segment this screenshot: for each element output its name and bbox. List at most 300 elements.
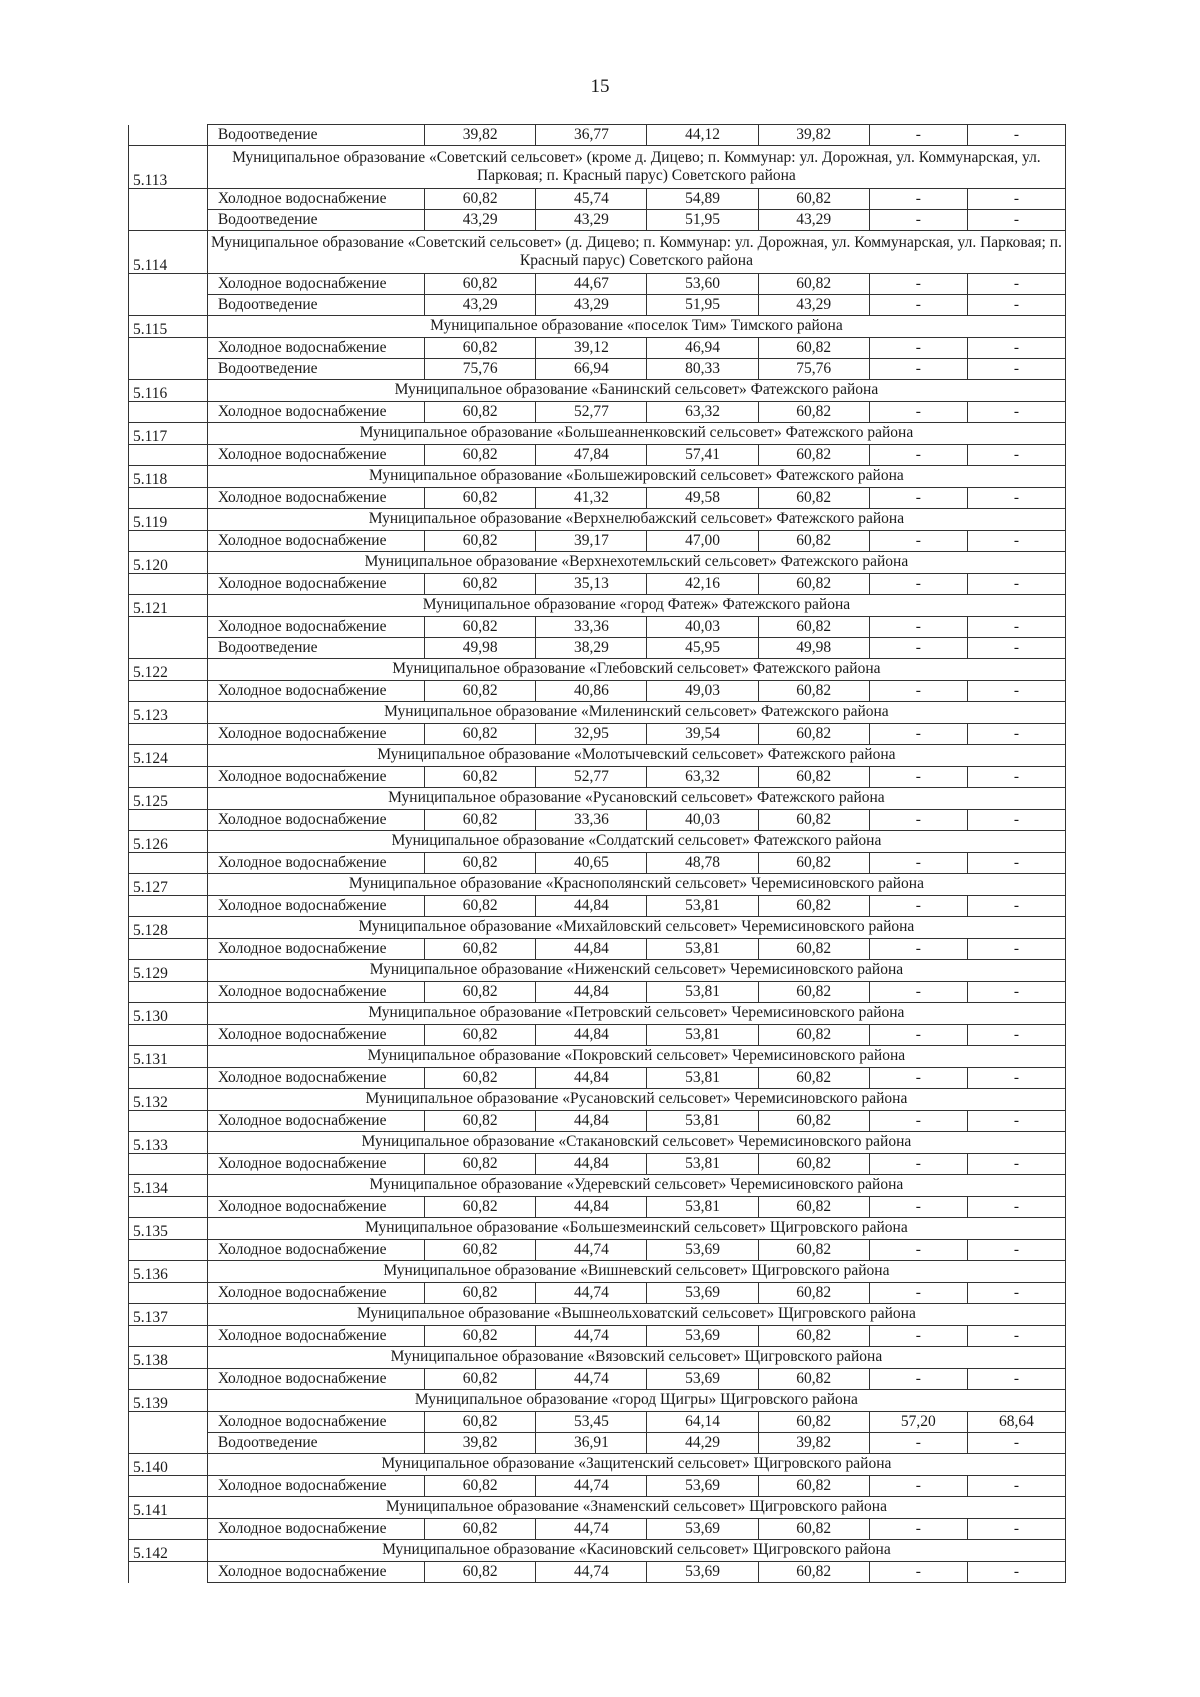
tariff-value-cell: - — [869, 1197, 967, 1218]
tariff-value-cell: 60,82 — [758, 1154, 869, 1175]
tariff-value-cell: - — [869, 982, 967, 1003]
tariff-value-cell: - — [967, 1111, 1065, 1132]
tariff-value-cell: - — [869, 1519, 967, 1540]
code-cell-empty — [129, 896, 208, 917]
service-row — [129, 1519, 1066, 1540]
tariff-value-cell: - — [967, 531, 1065, 552]
tariff-value-cell: - — [869, 1283, 967, 1304]
tariff-value-cell: 60,82 — [425, 724, 536, 745]
code-cell-empty — [129, 1025, 208, 1046]
service-row — [129, 724, 1066, 745]
service-row — [129, 274, 1066, 295]
tariff-table — [128, 124, 1066, 1583]
tariff-value-cell: 39,82 — [758, 1433, 869, 1454]
section-code-cell: 5.121 — [129, 595, 208, 617]
tariff-value-cell: 60,82 — [425, 1369, 536, 1390]
tariff-value-cell: 43,29 — [758, 210, 869, 231]
tariff-value-cell: 40,86 — [536, 681, 647, 702]
tariff-value-cell: - — [967, 359, 1065, 380]
tariff-value-cell: 57,20 — [869, 1412, 967, 1433]
code-cell-empty — [129, 445, 208, 466]
municipality-title-cell: Муниципальное образование «Петровский сельсовет» Черемисиновского района — [207, 1003, 1065, 1025]
tariff-value-cell: - — [869, 939, 967, 960]
code-cell-empty — [129, 574, 208, 595]
tariff-value-cell: 60,82 — [758, 574, 869, 595]
municipality-row — [129, 960, 1066, 982]
tariff-value-cell: 44,74 — [536, 1283, 647, 1304]
municipality-row — [129, 1089, 1066, 1111]
tariff-value-cell: 53,69 — [647, 1326, 758, 1347]
municipality-row — [129, 1218, 1066, 1240]
tariff-value-cell: - — [869, 1068, 967, 1089]
tariff-value-cell: 53,69 — [647, 1562, 758, 1583]
service-row — [129, 1433, 1066, 1454]
tariff-value-cell: 52,77 — [536, 402, 647, 423]
service-row — [129, 1326, 1066, 1347]
tariff-value-cell: - — [967, 402, 1065, 423]
section-code-cell: 5.116 — [129, 380, 208, 402]
tariff-value-cell: 60,82 — [425, 681, 536, 702]
section-code-cell: 5.134 — [129, 1175, 208, 1197]
tariff-value-cell: - — [967, 767, 1065, 788]
service-name-cell: Холодное водоснабжение — [207, 274, 424, 295]
code-cell-empty — [129, 1283, 208, 1304]
tariff-value-cell: 39,82 — [425, 1433, 536, 1454]
municipality-row — [129, 831, 1066, 853]
tariff-value-cell: - — [967, 1025, 1065, 1046]
code-cell-empty — [129, 359, 208, 380]
service-name-cell: Холодное водоснабжение — [207, 1476, 424, 1497]
municipality-row — [129, 1454, 1066, 1476]
service-row — [129, 810, 1066, 831]
municipality-title-cell: Муниципальное образование «Верхнехотемльский сельсовет» Фатежского района — [207, 552, 1065, 574]
service-name-cell: Холодное водоснабжение — [207, 1412, 424, 1433]
tariff-value-cell: 60,82 — [425, 1412, 536, 1433]
tariff-value-cell: - — [869, 274, 967, 295]
tariff-value-cell: 44,84 — [536, 1025, 647, 1046]
tariff-value-cell: 44,84 — [536, 896, 647, 917]
tariff-value-cell: 42,16 — [647, 574, 758, 595]
tariff-value-cell: - — [967, 1369, 1065, 1390]
tariff-value-cell: 60,82 — [758, 810, 869, 831]
code-cell-empty — [129, 810, 208, 831]
tariff-value-cell: 60,82 — [425, 810, 536, 831]
tariff-value-cell: - — [869, 338, 967, 359]
tariff-value-cell: 39,54 — [647, 724, 758, 745]
municipality-title-cell: Муниципальное образование «поселок Тим» Тимского района — [207, 316, 1065, 338]
tariff-value-cell: 44,74 — [536, 1562, 647, 1583]
tariff-value-cell: 53,69 — [647, 1519, 758, 1540]
code-cell-empty — [129, 767, 208, 788]
municipality-title-cell: Муниципальное образование «Банинский сельсовет» Фатежского района — [207, 380, 1065, 402]
municipality-title-cell: Муниципальное образование «Михайловский сельсовет» Черемисиновского района — [207, 917, 1065, 939]
tariff-value-cell: - — [869, 617, 967, 638]
tariff-value-cell: 53,81 — [647, 939, 758, 960]
service-name-cell: Водоотведение — [207, 210, 424, 231]
municipality-row — [129, 745, 1066, 767]
municipality-title-cell: Муниципальное образование «город Фатеж» Фатежского района — [207, 595, 1065, 617]
municipality-title-cell: Муниципальное образование «Верхнелюбажский сельсовет» Фатежского района — [207, 509, 1065, 531]
section-code-cell: 5.123 — [129, 702, 208, 724]
tariff-value-cell: - — [869, 488, 967, 509]
service-row — [129, 125, 1066, 146]
tariff-value-cell: 80,33 — [647, 359, 758, 380]
tariff-value-cell: 44,84 — [536, 1111, 647, 1132]
tariff-value-cell: 60,82 — [425, 1025, 536, 1046]
municipality-title-cell: Муниципальное образование «Советский сельсовет» (кроме д. Дицево; п. Коммунар: ул. Дорожная, ул. Коммунарская, ул. Парковая; п. Красный парус) Советского района — [207, 146, 1065, 189]
service-name-cell: Холодное водоснабжение — [207, 724, 424, 745]
municipality-row — [129, 1003, 1066, 1025]
tariff-value-cell: 45,74 — [536, 189, 647, 210]
service-row — [129, 617, 1066, 638]
code-cell-empty — [129, 1412, 208, 1433]
section-code-cell: 5.142 — [129, 1540, 208, 1562]
service-name-cell: Холодное водоснабжение — [207, 896, 424, 917]
code-cell-empty — [129, 1369, 208, 1390]
municipality-title-cell: Муниципальное образование «Большеанненковский сельсовет» Фатежского района — [207, 423, 1065, 445]
municipality-row — [129, 316, 1066, 338]
code-cell-empty — [129, 1068, 208, 1089]
tariff-value-cell: 60,82 — [425, 338, 536, 359]
section-code-cell: 5.135 — [129, 1218, 208, 1240]
service-name-cell: Холодное водоснабжение — [207, 1025, 424, 1046]
tariff-value-cell: 47,84 — [536, 445, 647, 466]
tariff-value-cell: 43,29 — [425, 210, 536, 231]
tariff-value-cell: 53,69 — [647, 1240, 758, 1261]
tariff-value-cell: 54,89 — [647, 189, 758, 210]
service-name-cell: Холодное водоснабжение — [207, 810, 424, 831]
tariff-value-cell: 64,14 — [647, 1412, 758, 1433]
tariff-value-cell: - — [869, 295, 967, 316]
tariff-value-cell: 63,32 — [647, 767, 758, 788]
service-row — [129, 445, 1066, 466]
tariff-value-cell: 46,94 — [647, 338, 758, 359]
tariff-value-cell: 44,84 — [536, 1068, 647, 1089]
tariff-value-cell: - — [967, 1283, 1065, 1304]
municipality-row — [129, 1390, 1066, 1412]
section-code-cell: 5.124 — [129, 745, 208, 767]
service-row — [129, 402, 1066, 423]
municipality-row — [129, 659, 1066, 681]
section-code-cell: 5.137 — [129, 1304, 208, 1326]
section-code-cell: 5.115 — [129, 316, 208, 338]
tariff-value-cell: 60,82 — [425, 939, 536, 960]
service-row — [129, 1240, 1066, 1261]
service-row — [129, 531, 1066, 552]
code-cell-empty — [129, 189, 208, 210]
tariff-value-cell: - — [869, 1154, 967, 1175]
section-code-cell: 5.125 — [129, 788, 208, 810]
tariff-value-cell: - — [869, 1326, 967, 1347]
service-row — [129, 982, 1066, 1003]
tariff-value-cell: - — [869, 1562, 967, 1583]
tariff-value-cell: 60,82 — [758, 1283, 869, 1304]
municipality-row — [129, 874, 1066, 896]
municipality-title-cell: Муниципальное образование «Миленинский сельсовет» Фатежского района — [207, 702, 1065, 724]
tariff-value-cell: - — [967, 638, 1065, 659]
municipality-row — [129, 423, 1066, 445]
section-code-cell: 5.114 — [129, 231, 208, 274]
municipality-row — [129, 1497, 1066, 1519]
section-code-cell: 5.136 — [129, 1261, 208, 1283]
tariff-value-cell: 53,81 — [647, 1111, 758, 1132]
section-code-cell: 5.130 — [129, 1003, 208, 1025]
service-name-cell: Холодное водоснабжение — [207, 1240, 424, 1261]
section-code-cell: 5.127 — [129, 874, 208, 896]
tariff-value-cell: - — [967, 210, 1065, 231]
tariff-value-cell: 39,12 — [536, 338, 647, 359]
municipality-title-cell: Муниципальное образование «Русановский сельсовет» Фатежского района — [207, 788, 1065, 810]
service-row — [129, 1154, 1066, 1175]
service-row — [129, 1111, 1066, 1132]
tariff-value-cell: 38,29 — [536, 638, 647, 659]
service-name-cell: Водоотведение — [207, 359, 424, 380]
tariff-value-cell: 51,95 — [647, 295, 758, 316]
municipality-row — [129, 1175, 1066, 1197]
service-row — [129, 1197, 1066, 1218]
service-name-cell: Холодное водоснабжение — [207, 531, 424, 552]
tariff-value-cell: 53,81 — [647, 1197, 758, 1218]
tariff-value-cell: - — [869, 125, 967, 146]
code-cell-empty — [129, 125, 208, 146]
tariff-value-cell: 60,82 — [425, 1562, 536, 1583]
service-name-cell: Водоотведение — [207, 638, 424, 659]
municipality-title-cell: Муниципальное образование «Солдатский сельсовет» Фатежского района — [207, 831, 1065, 853]
tariff-value-cell: - — [967, 1068, 1065, 1089]
tariff-value-cell: 44,29 — [647, 1433, 758, 1454]
tariff-value-cell: - — [967, 896, 1065, 917]
tariff-value-cell: 43,29 — [425, 295, 536, 316]
municipality-title-cell: Муниципальное образование «Глебовский сельсовет» Фатежского района — [207, 659, 1065, 681]
tariff-value-cell: 32,95 — [536, 724, 647, 745]
service-row — [129, 359, 1066, 380]
tariff-value-cell: 60,82 — [758, 1240, 869, 1261]
municipality-row — [129, 1540, 1066, 1562]
tariff-value-cell: - — [869, 402, 967, 423]
municipality-title-cell: Муниципальное образование «Защитенский сельсовет» Щигровского района — [207, 1454, 1065, 1476]
tariff-value-cell: - — [869, 210, 967, 231]
section-code-cell: 5.139 — [129, 1390, 208, 1412]
municipality-title-cell: Муниципальное образование «Удеревский сельсовет» Черемисиновского района — [207, 1175, 1065, 1197]
tariff-value-cell: - — [869, 445, 967, 466]
tariff-value-cell: 60,82 — [758, 445, 869, 466]
section-code-cell: 5.129 — [129, 960, 208, 982]
service-row — [129, 1562, 1066, 1583]
municipality-row — [129, 146, 1066, 189]
code-cell-empty — [129, 402, 208, 423]
municipality-row — [129, 917, 1066, 939]
municipality-title-cell: Муниципальное образование «Большезмеинский сельсовет» Щигровского района — [207, 1218, 1065, 1240]
tariff-value-cell: 60,82 — [425, 274, 536, 295]
municipality-row — [129, 1347, 1066, 1369]
tariff-value-cell: - — [967, 1476, 1065, 1497]
tariff-value-cell: - — [967, 681, 1065, 702]
section-code-cell: 5.138 — [129, 1347, 208, 1369]
tariff-value-cell: - — [967, 982, 1065, 1003]
tariff-value-cell: 60,82 — [758, 617, 869, 638]
code-cell-empty — [129, 1326, 208, 1347]
tariff-value-cell: 63,32 — [647, 402, 758, 423]
section-code-cell: 5.120 — [129, 552, 208, 574]
service-name-cell: Холодное водоснабжение — [207, 338, 424, 359]
municipality-title-cell: Муниципальное образование «Покровский сельсовет» Черемисиновского района — [207, 1046, 1065, 1068]
service-name-cell: Холодное водоснабжение — [207, 1283, 424, 1304]
tariff-value-cell: - — [967, 1519, 1065, 1540]
tariff-value-cell: 53,45 — [536, 1412, 647, 1433]
tariff-value-cell: 44,74 — [536, 1369, 647, 1390]
service-row — [129, 574, 1066, 595]
tariff-value-cell: 44,12 — [647, 125, 758, 146]
tariff-value-cell: 53,81 — [647, 982, 758, 1003]
tariff-value-cell: - — [869, 574, 967, 595]
tariff-value-cell: - — [869, 853, 967, 874]
service-row — [129, 338, 1066, 359]
section-code-cell: 5.132 — [129, 1089, 208, 1111]
code-cell-empty — [129, 1197, 208, 1218]
municipality-row — [129, 509, 1066, 531]
tariff-value-cell: - — [967, 488, 1065, 509]
municipality-row — [129, 466, 1066, 488]
code-cell-empty — [129, 274, 208, 295]
tariff-value-cell: - — [869, 896, 967, 917]
municipality-title-cell: Муниципальное образование «Молотычевский сельсовет» Фатежского района — [207, 745, 1065, 767]
code-cell-empty — [129, 531, 208, 552]
tariff-value-cell: 52,77 — [536, 767, 647, 788]
tariff-value-cell: 60,82 — [758, 338, 869, 359]
tariff-value-cell: 60,82 — [758, 1025, 869, 1046]
service-row — [129, 939, 1066, 960]
service-name-cell: Холодное водоснабжение — [207, 574, 424, 595]
service-name-cell: Холодное водоснабжение — [207, 445, 424, 466]
tariff-value-cell: - — [869, 724, 967, 745]
code-cell-empty — [129, 982, 208, 1003]
tariff-value-cell: 60,82 — [758, 488, 869, 509]
tariff-value-cell: - — [967, 810, 1065, 831]
code-cell-empty — [129, 638, 208, 659]
tariff-value-cell: 44,74 — [536, 1519, 647, 1540]
service-name-cell: Холодное водоснабжение — [207, 1369, 424, 1390]
section-code-cell: 5.128 — [129, 917, 208, 939]
section-code-cell: 5.141 — [129, 1497, 208, 1519]
tariff-value-cell: 39,82 — [425, 125, 536, 146]
service-name-cell: Холодное водоснабжение — [207, 1197, 424, 1218]
tariff-table-body — [129, 125, 1066, 1583]
code-cell-empty — [129, 1519, 208, 1540]
service-row — [129, 295, 1066, 316]
section-code-cell: 5.140 — [129, 1454, 208, 1476]
service-row — [129, 1025, 1066, 1046]
service-name-cell: Водоотведение — [207, 125, 424, 146]
tariff-value-cell: - — [869, 638, 967, 659]
municipality-title-cell: Муниципальное образование «Большежировский сельсовет» Фатежского района — [207, 466, 1065, 488]
service-row — [129, 638, 1066, 659]
tariff-value-cell: - — [967, 295, 1065, 316]
code-cell-empty — [129, 724, 208, 745]
tariff-value-cell: - — [869, 810, 967, 831]
tariff-value-cell: 60,82 — [425, 1240, 536, 1261]
code-cell-empty — [129, 488, 208, 509]
tariff-value-cell: - — [967, 617, 1065, 638]
tariff-value-cell: 33,36 — [536, 810, 647, 831]
tariff-value-cell: 60,82 — [425, 402, 536, 423]
tariff-value-cell: 60,82 — [758, 1412, 869, 1433]
tariff-value-cell: 60,82 — [425, 1154, 536, 1175]
municipality-row — [129, 1261, 1066, 1283]
tariff-value-cell: 60,82 — [425, 189, 536, 210]
tariff-value-cell: 57,41 — [647, 445, 758, 466]
service-name-cell: Водоотведение — [207, 1433, 424, 1454]
tariff-value-cell: 60,82 — [758, 896, 869, 917]
tariff-value-cell: 40,65 — [536, 853, 647, 874]
tariff-value-cell: 49,03 — [647, 681, 758, 702]
tariff-value-cell: 44,74 — [536, 1476, 647, 1497]
tariff-value-cell: 53,81 — [647, 1025, 758, 1046]
tariff-value-cell: - — [967, 1240, 1065, 1261]
code-cell-empty — [129, 939, 208, 960]
tariff-value-cell: 60,82 — [758, 1369, 869, 1390]
tariff-value-cell: 60,82 — [425, 853, 536, 874]
tariff-value-cell: 60,82 — [425, 574, 536, 595]
tariff-value-cell: 60,82 — [425, 1283, 536, 1304]
section-code-cell: 5.126 — [129, 831, 208, 853]
municipality-row — [129, 1132, 1066, 1154]
tariff-value-cell: 53,60 — [647, 274, 758, 295]
tariff-value-cell: 44,74 — [536, 1326, 647, 1347]
municipality-row — [129, 1304, 1066, 1326]
tariff-value-cell: 41,32 — [536, 488, 647, 509]
tariff-value-cell: 60,82 — [758, 274, 869, 295]
tariff-value-cell: 44,84 — [536, 1154, 647, 1175]
tariff-value-cell: 60,82 — [758, 1111, 869, 1132]
tariff-value-cell: 44,84 — [536, 939, 647, 960]
municipality-title-cell: Муниципальное образование «Вышнеольховатский сельсовет» Щигровского района — [207, 1304, 1065, 1326]
tariff-value-cell: - — [869, 531, 967, 552]
service-row — [129, 1369, 1066, 1390]
municipality-title-cell: Муниципальное образование «Советский сельсовет» (д. Дицево; п. Коммунар: ул. Дорожная, ул. Коммунарская, ул. Парковая; п. Красный парус) Советского района — [207, 231, 1065, 274]
tariff-value-cell: - — [967, 1562, 1065, 1583]
tariff-value-cell: 60,82 — [758, 1068, 869, 1089]
tariff-value-cell: 60,82 — [758, 1326, 869, 1347]
tariff-value-cell: - — [967, 274, 1065, 295]
service-name-cell: Холодное водоснабжение — [207, 189, 424, 210]
tariff-value-cell: 39,17 — [536, 531, 647, 552]
tariff-value-cell: 60,82 — [425, 445, 536, 466]
tariff-value-cell: 66,94 — [536, 359, 647, 380]
code-cell-empty — [129, 617, 208, 638]
tariff-value-cell: - — [869, 1369, 967, 1390]
section-code-cell: 5.131 — [129, 1046, 208, 1068]
code-cell-empty — [129, 681, 208, 702]
municipality-row — [129, 702, 1066, 724]
service-row — [129, 681, 1066, 702]
service-name-cell: Холодное водоснабжение — [207, 767, 424, 788]
tariff-value-cell: 60,82 — [758, 681, 869, 702]
section-code-cell: 5.117 — [129, 423, 208, 445]
tariff-value-cell: - — [967, 1197, 1065, 1218]
tariff-value-cell: 75,76 — [758, 359, 869, 380]
municipality-title-cell: Муниципальное образование «Вишневский сельсовет» Щигровского района — [207, 1261, 1065, 1283]
service-name-cell: Холодное водоснабжение — [207, 1562, 424, 1583]
tariff-value-cell: 60,82 — [758, 853, 869, 874]
tariff-value-cell: - — [967, 1326, 1065, 1347]
code-cell-empty — [129, 295, 208, 316]
code-cell-empty — [129, 853, 208, 874]
tariff-value-cell: - — [869, 189, 967, 210]
tariff-value-cell: 60,82 — [758, 1519, 869, 1540]
municipality-title-cell: Муниципальное образование «Вязовский сельсовет» Щигровского района — [207, 1347, 1065, 1369]
tariff-value-cell: 53,69 — [647, 1283, 758, 1304]
municipality-title-cell: Муниципальное образование «Касиновский сельсовет» Щигровского района — [207, 1540, 1065, 1562]
